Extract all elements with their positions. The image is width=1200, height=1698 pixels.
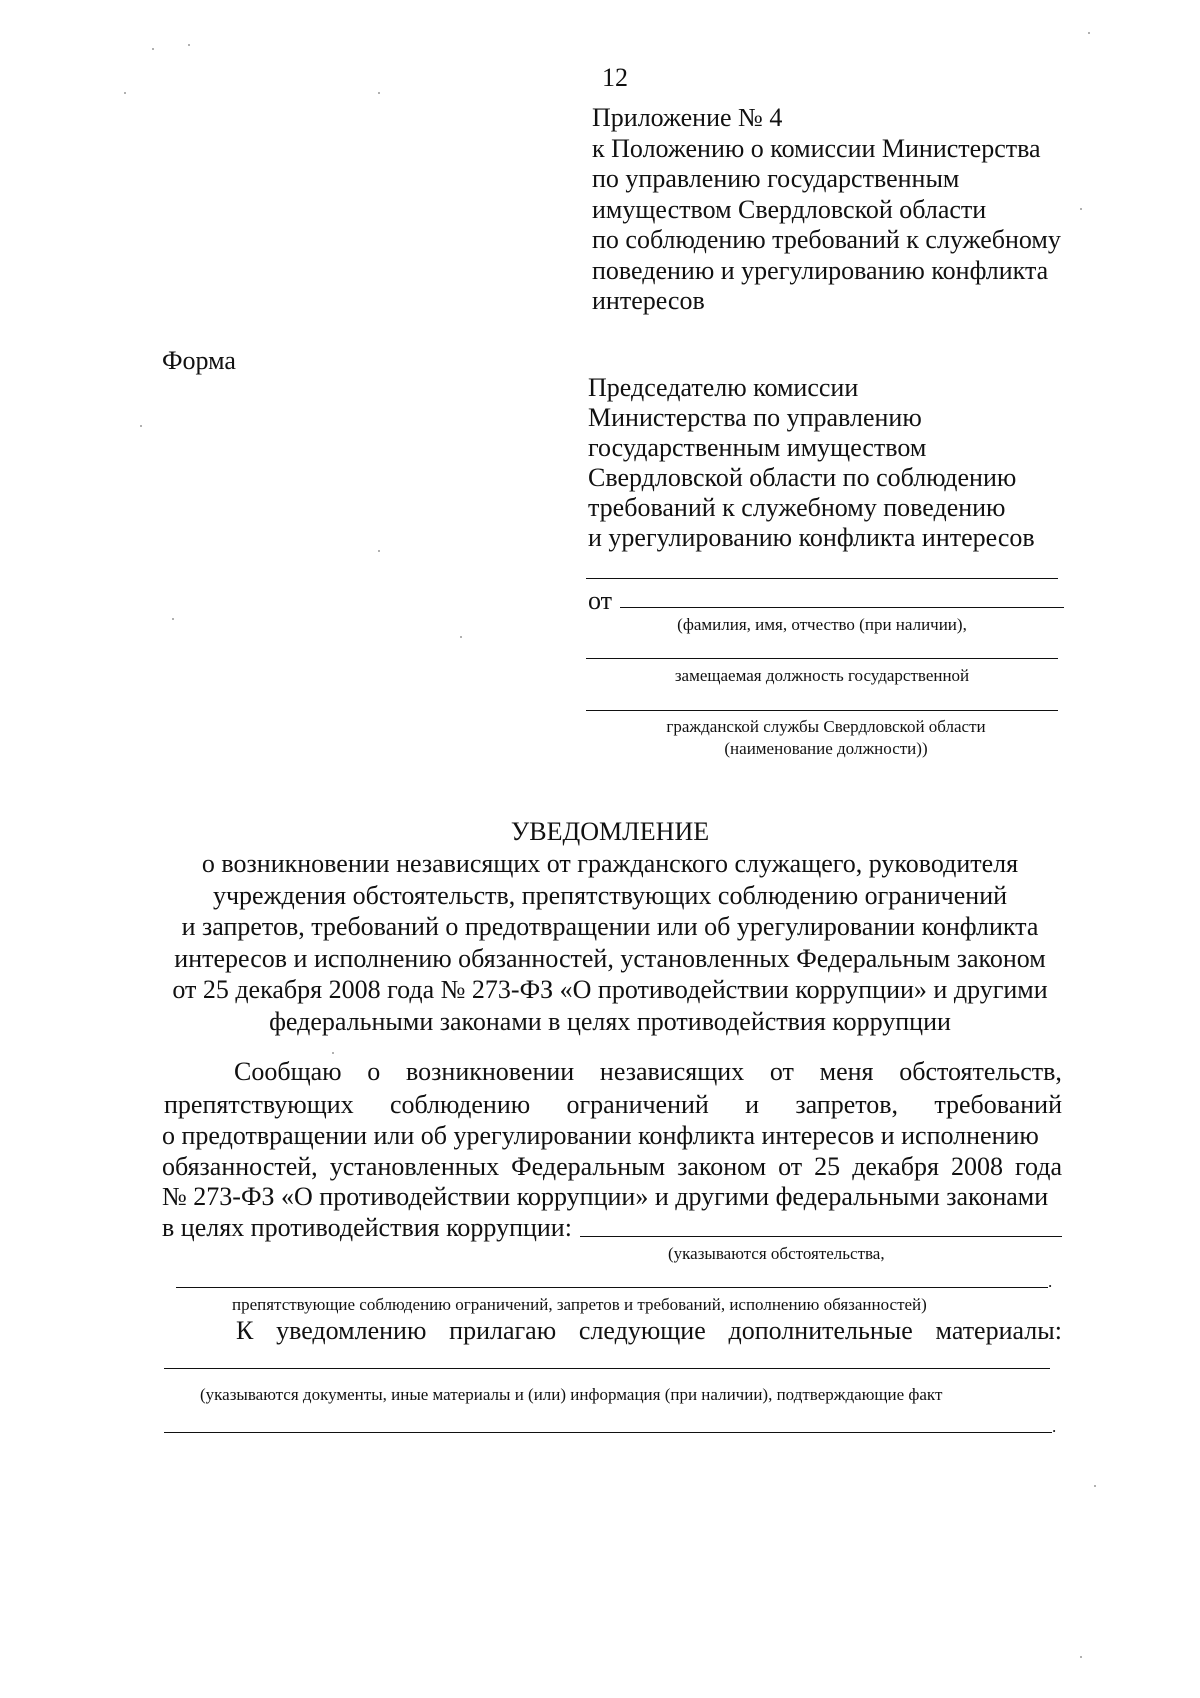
word: ограничений [566, 1090, 709, 1119]
appendix-block [592, 102, 1061, 316]
subtitle-line: от 25 декабря 2008 года № 273-ФЗ «О противодействии коррупции» и другими [172, 975, 1048, 1004]
scan-speck [378, 550, 380, 552]
body-line-5: № 273-ФЗ «О противодействии коррупции» и другими федеральными законами [162, 1182, 1049, 1211]
body-line-1 [234, 1056, 1062, 1088]
end-dot: . [1048, 1272, 1053, 1291]
scan-speck [140, 425, 142, 427]
addressee-line: и урегулированию конфликта интересов [588, 523, 1035, 552]
scan-speck [1080, 1656, 1082, 1658]
word: уведомлению [276, 1316, 427, 1345]
appendix-line: по управлению государственным [592, 164, 960, 193]
hint-documents: (указываются документы, иные материалы и (или) информация (при наличии), подтверждающие факт [200, 1385, 943, 1404]
circumstances-blank-line-2[interactable] [176, 1287, 1048, 1288]
word: от [769, 1057, 794, 1086]
form-label: Форма [162, 346, 236, 375]
appendix-line: Приложение № 4 [592, 103, 783, 132]
addressee-block [588, 372, 1035, 552]
blank-line[interactable] [586, 658, 1058, 659]
word: препятствующих [164, 1090, 354, 1119]
scan-speck [1094, 1485, 1096, 1487]
word: 25 [814, 1152, 841, 1181]
subtitle-line: федеральными законами в целях противодействия коррупции [269, 1006, 951, 1036]
scan-speck [172, 618, 174, 620]
word: обязанностей, [162, 1152, 318, 1181]
addressee-line: Председателю комиссии [588, 373, 859, 402]
word: года [1014, 1152, 1062, 1181]
blank-line[interactable] [586, 578, 1058, 579]
body-line-2 [164, 1089, 1062, 1121]
addressee-line: Свердловской области по соблюдению [588, 463, 1017, 492]
notice-subtitle [0, 848, 1200, 1037]
word: обстоятельств, [899, 1057, 1062, 1086]
word: законом [677, 1152, 767, 1181]
scan-speck [1080, 208, 1082, 210]
word: возникновении [406, 1057, 575, 1086]
hint-service-1: гражданской службы Свердловской области [666, 717, 986, 736]
subtitle-line: учреждения обстоятельств, препятствующих соблюдению ограничений [212, 880, 1008, 910]
blank-line[interactable] [586, 710, 1058, 711]
hint-position: замещаемая должность государственной [674, 666, 970, 685]
word: от [778, 1152, 803, 1181]
scan-speck [188, 44, 190, 46]
hint-service-2: (наименование должности)) [724, 739, 928, 758]
subtitle-line: интересов и исполнению обязанностей, установленных Федеральным законом [174, 943, 1046, 973]
appendix-line: имуществом Свердловской области [592, 194, 987, 224]
subtitle-line: о возникновении независящих от гражданского служащего, руководителя [201, 849, 1019, 878]
hint-circumstances: (указываются обстоятельства, [668, 1244, 885, 1263]
scan-speck [152, 48, 154, 50]
scan-speck [332, 1052, 334, 1054]
word: Федеральным [511, 1152, 666, 1181]
appendix-line: поведению и урегулированию конфликта [592, 255, 1049, 285]
word: К [236, 1316, 254, 1345]
body-line-3: о предотвращении или об урегулировании конфликта интересов и исполнению [162, 1121, 1039, 1150]
word: Сообщаю [234, 1057, 342, 1086]
notice-heading: УВЕДОМЛЕНИЕ [510, 817, 710, 846]
end-dot: . [1052, 1417, 1057, 1436]
word: материалы: [935, 1316, 1062, 1345]
word: установленных [329, 1152, 500, 1181]
word: меня [819, 1057, 874, 1086]
from-blank-line[interactable] [620, 607, 1064, 608]
body-line-6: в целях противодействия коррупции: [162, 1213, 572, 1242]
word: декабря [852, 1152, 939, 1181]
attachments-blank-line[interactable] [164, 1368, 1050, 1369]
hint-circumstances-2: препятствующие соблюдению ограничений, запретов и требований, исполнению обязанностей) [232, 1295, 927, 1314]
hint-name: (фамилия, имя, отчество (при наличии), [677, 615, 967, 634]
scan-speck [124, 92, 126, 94]
scan-speck [378, 92, 380, 94]
subtitle-line: и запретов, требований о предотвращении или об урегулировании конфликта [181, 912, 1039, 941]
word: дополнительные [728, 1316, 913, 1345]
word: требований [934, 1090, 1062, 1119]
circumstances-blank-line[interactable] [580, 1236, 1062, 1237]
scan-speck [460, 636, 462, 638]
word: 2008 [950, 1152, 1003, 1181]
attachments-line [236, 1315, 1062, 1347]
appendix-line: интересов [592, 286, 705, 315]
word: соблюдению [389, 1090, 531, 1119]
word: следующие [578, 1316, 706, 1345]
addressee-line: государственным имуществом [588, 433, 927, 462]
word: о [367, 1057, 381, 1086]
body-line-4 [162, 1151, 1062, 1183]
addressee-line: Министерства по управлению [588, 403, 922, 432]
word: прилагаю [449, 1316, 557, 1345]
from-label: от [588, 586, 613, 615]
appendix-line: к Положению о комиссии Министерства [592, 133, 1041, 163]
scan-speck [1088, 32, 1090, 34]
word: и [745, 1090, 760, 1119]
word: запретов, [795, 1090, 899, 1119]
addressee-line: требований к служебному поведению [588, 493, 1006, 522]
attachments-blank-line-2[interactable] [164, 1432, 1052, 1433]
page-number: 12 [602, 63, 628, 92]
word: независящих [599, 1057, 745, 1086]
appendix-line: по соблюдению требований к служебному [592, 225, 1061, 254]
